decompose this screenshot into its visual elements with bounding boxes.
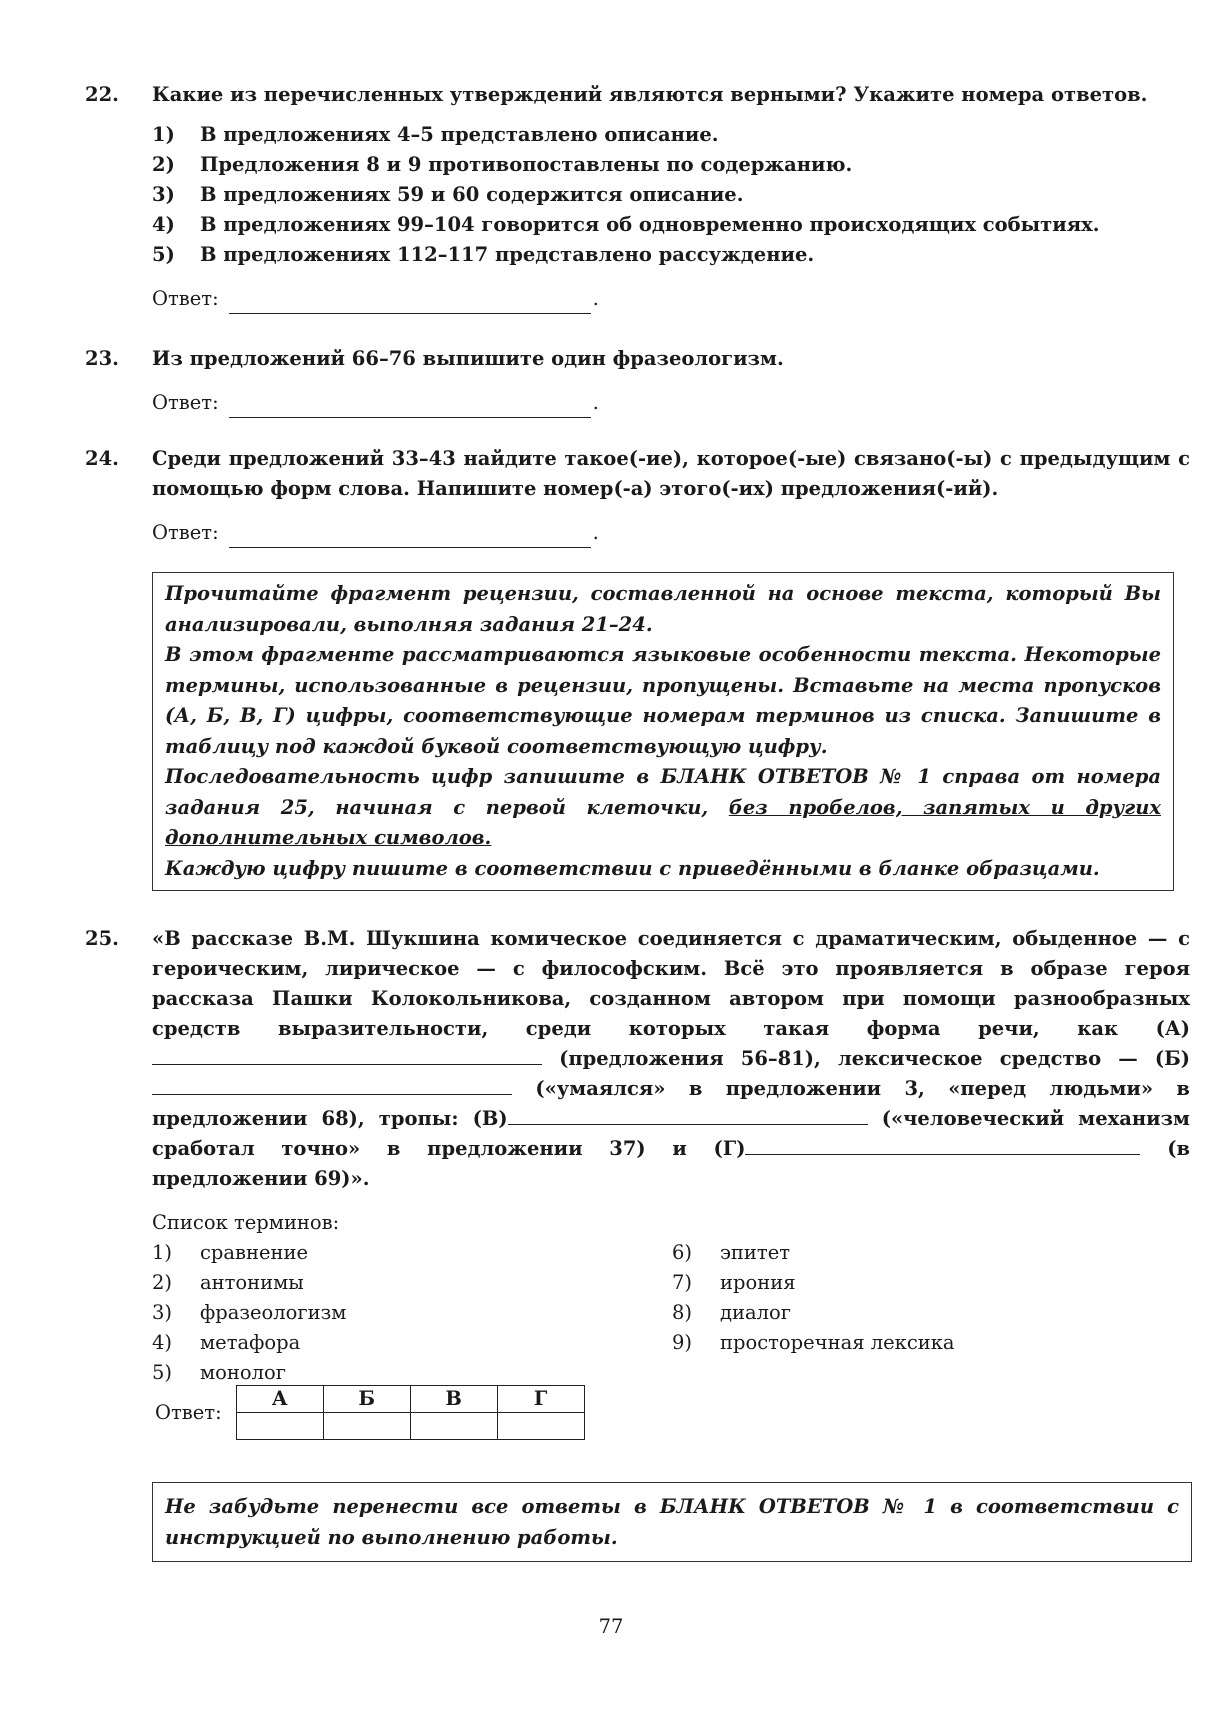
answer-field: Ответ: . xyxy=(152,518,1190,548)
option-item: 3) В предложениях 59 и 60 содержится описание. xyxy=(152,183,744,206)
answer-label: Ответ: xyxy=(152,391,219,414)
answer-field: Ответ: . xyxy=(152,388,1190,418)
option-item: 2) Предложения 8 и 9 противопоставлены по содержанию. xyxy=(152,153,853,176)
review-fragment: «В рассказе В.М. Шукшина комическое соединяется с драматическим, обыденное — с героическим, лирическое — с философским. Всё это проявляется в образе героя рассказа Пашки Колокольникова, созданном автором при помощи разнообразных средств выразительности, среди которых такая форма речи, как (А) (предложения 56–81), лексическое средство — (Б) («умаялся» в предложении 3, «перед людьми» в предложении 68), тропы: (В) («человеческий механизм сработал точно» в предложении 37) и (Г) (в предложении 69)». xyxy=(152,927,1190,1190)
table-header-b: Б xyxy=(323,1386,410,1413)
answer-table xyxy=(236,1385,585,1440)
answer-cell-b[interactable] xyxy=(323,1413,410,1440)
terms-list xyxy=(152,1238,1190,1388)
answer-line[interactable] xyxy=(229,291,591,314)
instruction-paragraph: Последовательность цифр запишите в БЛАНК ОТВЕТОВ № 1 справа от номера задания 25, начиная с первой клеточки, без пробелов, запятых и других дополнительных символов. xyxy=(165,765,1161,849)
task-number: 23. xyxy=(85,347,119,370)
task-22 xyxy=(85,80,1190,314)
answer-label: Ответ: xyxy=(155,1400,222,1424)
answer-line[interactable] xyxy=(229,395,591,418)
task-25 xyxy=(85,924,1190,1388)
blank-b[interactable] xyxy=(152,1074,512,1095)
term-item: 1) сравнение xyxy=(152,1241,309,1264)
page-number: 77 xyxy=(598,1615,624,1638)
task-question: Из предложений 66–76 выпишите один фразеологизм. xyxy=(152,347,784,370)
terms-column-left xyxy=(152,1238,672,1388)
term-item: 9) просторечная лексика xyxy=(672,1331,955,1354)
table-header-v: В xyxy=(410,1386,497,1413)
term-item: 6) эпитет xyxy=(672,1241,791,1264)
term-item: 4) метафора xyxy=(152,1331,301,1354)
terms-title: Список терминов: xyxy=(152,1211,340,1234)
answer-table-field xyxy=(155,1385,585,1440)
term-item: 8) диалог xyxy=(672,1301,791,1324)
term-item: 3) фразеологизм xyxy=(152,1301,347,1324)
option-item: 5) В предложениях 112–117 представлено рассуждение. xyxy=(152,243,815,266)
task-24 xyxy=(85,444,1190,548)
term-item: 5) монолог xyxy=(152,1361,286,1384)
instruction-paragraph: Прочитайте фрагмент рецензии, составленной на основе текста, который Вы анализировали, выполняя задания 21–24. xyxy=(165,582,1161,636)
task-23 xyxy=(85,344,1190,418)
task-number: 25. xyxy=(85,927,119,950)
answer-line[interactable] xyxy=(229,525,591,548)
blank-v[interactable] xyxy=(508,1104,868,1125)
option-item: 1) В предложениях 4–5 представлено описание. xyxy=(152,123,719,146)
table-header-a: А xyxy=(236,1386,323,1413)
task-question: Какие из перечисленных утверждений являются верными? Укажите номера ответов. xyxy=(152,83,1148,106)
terms-column-right xyxy=(672,1238,955,1388)
table-answer-row xyxy=(236,1413,584,1440)
blank-a[interactable] xyxy=(152,1044,542,1065)
footer-note: Не забудьте перенести все ответы в БЛАНК ОТВЕТОВ № 1 в соответствии с инструкцией по выполнению работы. xyxy=(152,1482,1192,1562)
table-header-g: Г xyxy=(497,1386,584,1413)
term-item: 7) ирония xyxy=(672,1271,796,1294)
instruction-paragraph: В этом фрагменте рассматриваются языковые особенности текста. Некоторые термины, использованные в рецензии, пропущены. Вставьте на места пропусков (А, Б, В, Г) цифры, соответствующие номерам терминов из списка. Запишите в таблицу под каждой буквой соответствующую цифру. xyxy=(165,643,1161,758)
term-item: 2) антонимы xyxy=(152,1271,304,1294)
answer-field: Ответ: . xyxy=(152,284,1190,314)
answer-cell-v[interactable] xyxy=(410,1413,497,1440)
underlined-text: без пробелов, запятых и других дополнительных символов. xyxy=(165,795,1161,849)
instruction-box xyxy=(152,572,1174,891)
answer-label: Ответ: xyxy=(152,287,219,310)
option-item: 4) В предложениях 99–104 говорится об одновременно происходящих событиях. xyxy=(152,213,1100,236)
task-question: Среди предложений 33–43 найдите такое(-ие), которое(-ые) связано(-ы) с предыдущим с помощью форм слова. Напишите номер(-а) этого(-их) предложения(-ий). xyxy=(152,447,1190,500)
answer-cell-g[interactable] xyxy=(497,1413,584,1440)
table-header-row xyxy=(236,1386,584,1413)
blank-g[interactable] xyxy=(745,1134,1140,1155)
instruction-paragraph: Каждую цифру пишите в соответствии с приведёнными в бланке образцами. xyxy=(165,856,1100,880)
task-number: 24. xyxy=(85,447,119,470)
task-number: 22. xyxy=(85,83,119,106)
options-list xyxy=(152,120,1190,270)
answer-cell-a[interactable] xyxy=(236,1413,323,1440)
answer-label: Ответ: xyxy=(152,521,219,544)
